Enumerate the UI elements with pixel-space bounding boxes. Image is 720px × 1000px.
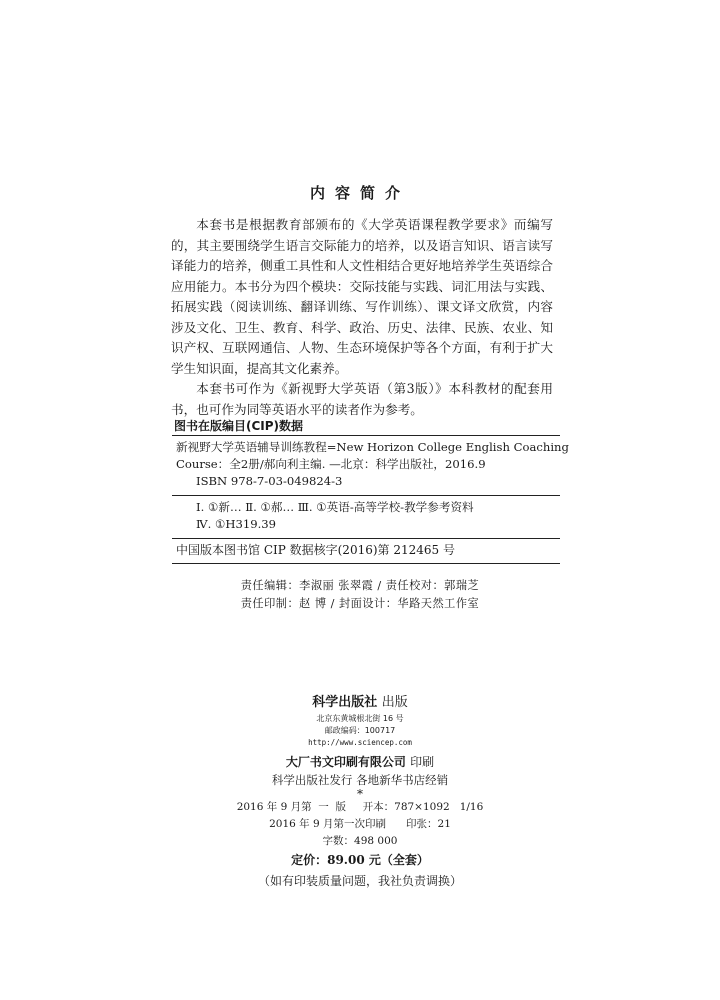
edition-line: 字数：498 000 xyxy=(322,835,398,847)
separator-asterisk: * xyxy=(357,787,363,801)
cip-isbn: ISBN 978-7-03-049824-3 xyxy=(196,474,343,488)
publisher-name-suffix: 出版 xyxy=(381,695,408,710)
summary-title: 内容简介 xyxy=(309,184,410,202)
edition-line: 2016 年 9 月第 一 版 开本：787×1092 1/16 xyxy=(236,801,484,813)
distribution-line: 科学出版社发行 各地新华书店经销 xyxy=(271,773,449,787)
publisher-address: 北京东黄城根北街 16 号 xyxy=(316,714,404,723)
publisher-name: 科学出版社 xyxy=(312,695,378,710)
cip-entry-line: 新视野大学英语辅导训练教程=New Horizon College English Coaching xyxy=(176,440,569,454)
price: 定价：89.00 元（全套） xyxy=(291,853,429,867)
cip-entry xyxy=(172,436,569,495)
cip-data-block xyxy=(172,418,569,564)
cip-number: 中国版本图书馆 CIP 数据核字(2016)第 212465 号 xyxy=(176,543,455,557)
summary-paragraph: 本套书是根据教育部颁布的《大学英语课程教学要求》而编写的，其主要围绕学生语言交际能力的培养，以及语言知识、语言读写译能力的培养，侧重工具性和人文性相结合更好地培养学生英语综合应用能力。本书分为四个模块：交际技能与实践、词汇用法与实践、拓展实践（阅读训练、翻译训练、写作训练）、课文译文欣赏，内容涉及文化、卫生、教育、科学、政治、历史、法律、民族、农业、知识产权、互联网通信、人物、生态环境保护等各个方面，有利于扩大学生知识面，提高其文化素养。 xyxy=(171,217,553,376)
cip-bottom-rule xyxy=(172,563,560,564)
cip-entry-line: Course：全2册/郝向利主编. —北京：科学出版社，2016.9 xyxy=(176,457,486,471)
editor-credit-line: 责任印制：赵 博 / 封面设计：华路天然工作室 xyxy=(240,597,480,610)
printer-name: 大厂书文印刷有限公司 xyxy=(285,755,406,769)
edition-line: 2016 年 9 月第一次印刷 印张：21 xyxy=(269,818,451,830)
publisher-url: http://www.sciencep.com xyxy=(308,738,412,747)
quality-notice: （如有印装质量问题，我社负责调换） xyxy=(257,874,462,888)
cip-subject-line: Ⅰ. ①新… Ⅱ. ①郝… Ⅲ. ①英语-高等学校-教学参考资料 xyxy=(196,500,474,514)
cip-subject-line: Ⅳ. ①H319.39 xyxy=(196,517,277,531)
publisher-name-line xyxy=(0,693,720,713)
summary-body xyxy=(171,215,553,420)
editor-credit-line: 责任编辑：李淑丽 张翠霞 / 责任校对：郭瑞芝 xyxy=(240,579,480,592)
summary-paragraph: 本套书可作为《新视野大学英语（第3版）》本科教材的配套用书，也可作为同等英语水平的读者作为参考。 xyxy=(171,381,553,417)
editor-credits xyxy=(0,577,720,613)
publisher-postcode: 邮政编码：100717 xyxy=(324,726,396,735)
cip-subjects xyxy=(172,496,562,538)
printer-name-suffix: 印刷 xyxy=(410,755,435,769)
printer-line xyxy=(0,753,720,771)
cip-title: 图书在版编目(CIP)数据 xyxy=(174,419,304,433)
publisher-block xyxy=(0,693,720,890)
